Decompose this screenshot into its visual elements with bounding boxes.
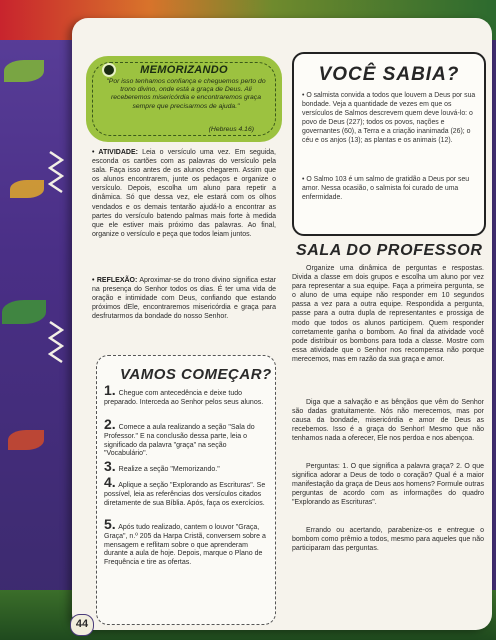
leaf-decoration [10, 180, 44, 198]
zigzag-icon [48, 150, 64, 200]
step-number: 4. [104, 474, 116, 490]
leaf-decoration [8, 430, 44, 450]
sala-paragraph: Diga que a salvação e as bênçãos que vêm do Senhor são dadas gratuitamente. Nós não merecemos, mas por causa da bondade, misericórdia e amor de Deus as recebemos. Isso é a graça do Senhor! Mesmo que não tenhamos nada a oferecer, Ele nos perdoa e nos abençoa. [292, 399, 484, 443]
step-item [104, 474, 270, 508]
step-number: 5. [104, 516, 116, 532]
step-number: 2. [104, 416, 116, 432]
step-text: Chegue com antecedência e deixe tudo preparado. Interceda ao Senhor pelos seus alunos. [104, 390, 264, 406]
sala-paragraph: Perguntas: 1. O que significa a palavra graça? 2. O que significa adorar a Deus de todo o coração? Qual é a maior manifestação da graça de Deus aos homens? Formule outras perguntas de acordo com as informações do quadro "Explorando as Escrituras". [292, 463, 484, 507]
sala-paragraph: Organize uma dinâmica de perguntas e respostas. Divida a classe em dois grupos e escolha um aluno por vez para representar a sua equipe. Faça a primeira pergunta, se o aluno de uma equipe não responder em 10 segundos passa a vez para a outra equipe. Respondida a pergunta, passe para a outra dupla de representantes e prossiga de modo que todos os alunos participem. Quem responder corretamente ganha o bombom. Ao final da atividade você pode distribuir os bombons para toda a classe. Mostre com essa atividade que o Senhor nos recompensa não porque merecemos, mas em razão da sua graça e amor. [292, 265, 484, 363]
leaf-decoration [2, 300, 46, 324]
leaf-decoration [4, 60, 44, 82]
atividade-text: Leia o versículo uma vez. Em seguida, esconda os cartões com as palavras do versículo pela sala. Faça isso antes de os alunos chegarem. Assim que os alunos encontrarem, junte os pedaços e organize o versículo. Depois, escolha um aluno para repetir a dinâmica. Só que dessa vez, ele estará com os olhos vendados e os demais tentarão ajudá-lo a encontrar as partes do versículo batendo palmas mais forte à medida que ele estiver mais próximo das palavras. Ao final, organize o versículo e peça que todos leiam juntos. [92, 149, 277, 238]
reflexao-paragraph [92, 276, 276, 321]
atividade-paragraph [92, 148, 276, 239]
step-item [104, 458, 270, 475]
atividade-label: • ATIVIDADE: [92, 149, 138, 156]
memorizando-title: MEMORIZANDO [140, 64, 228, 76]
step-item [104, 382, 270, 408]
page-number: 44 [70, 614, 94, 636]
step-text: Após tudo realizado, cantem o louvor "Graça, Graça", n.º 205 da Harpa Cristã, conversem sobre a mensagem e reflitam sobre o que aprenderam durante a aula de hoje. Depois, marque o Plano de Frequência e tire as ofertas. [104, 524, 266, 567]
zigzag-icon [48, 320, 64, 370]
memorizando-verse: "Por isso tenhamos confiança e cheguemos perto do trono divino, onde está a graça de Deus. Ali receberemos misericórdia e encontraremos graça sempre que precisarmos de ajuda." [106, 78, 266, 110]
reflexao-label: • REFLEXÃO: [92, 277, 138, 284]
voce-sabia-item: • O salmista convida a todos que louvem a Deus por sua bondade. Veja a quantidade de vezes em que os versículos de Salmos descrevem quem deve louvá-lo: o povo de Deus (227); todos os povos, nações e governantes (60), a Terra e a criação inanimada (26); o céu e os anjos (13); as plantas e os animais (12). [302, 92, 476, 144]
vamos-comecar-title: VAMOS COMEÇAR? [120, 366, 272, 383]
step-item [104, 516, 270, 568]
step-text: Aplique a seção "Explorando as Escrituras". Se possível, leia as referências dos versículos citados diretamente de sua Bíblia. Após, faça os exercícios. [104, 482, 266, 507]
voce-sabia-box [292, 52, 486, 236]
step-text: Realize a seção "Memorizando." [118, 466, 220, 473]
sala-professor-title: SALA DO PROFESSOR [296, 242, 483, 259]
sala-paragraph: Errando ou acertando, parabenize-os e entregue o bombom como prêmio a todos, mesmo para aqueles que não participaram das perguntas. [292, 527, 484, 553]
step-item [104, 416, 270, 459]
step-number: 1. [104, 382, 116, 398]
voce-sabia-title: VOCÊ SABIA? [318, 64, 460, 85]
voce-sabia-item: • O Salmo 103 é um salmo de gratidão a Deus por seu amor. Nessa ocasião, o salmista foi curado de uma enfermidade. [302, 176, 470, 201]
step-text: Comece a aula realizando a seção "Sala do Professor." E na conclusão dessa parte, leia o significado da palavra "graça" na seção "Vocabulário". [104, 424, 255, 458]
step-number: 3. [104, 458, 116, 474]
reflexao-text: Aproximar-se do trono divino significa estar na presença do Senhor todos os dias. É ter uma vida de oração e intimidade com Deus, confiando que estando próximos dEle, encontraremos misericórdia e graça para desfrutarmos da bondade do nosso Senhor. [92, 277, 277, 321]
memorizando-box [86, 56, 282, 142]
memorizando-reference: (Hebreus 4.16) [208, 126, 254, 133]
